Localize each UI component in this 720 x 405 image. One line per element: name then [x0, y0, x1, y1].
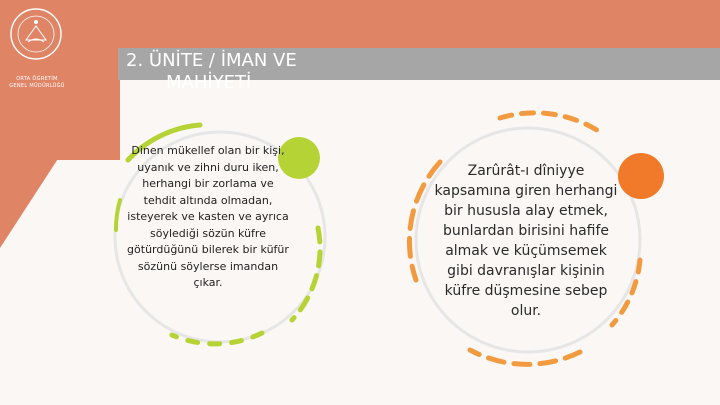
logo-label-line1: ORTA ÖĞRETİM — [16, 76, 58, 82]
right-ring-dot — [618, 153, 664, 199]
page-title-line1: 2. ÜNİTE / İMAN VE — [126, 50, 297, 71]
left-ring-arc-left — [116, 200, 120, 230]
right-card-text: Zarûrât-ı dîniyye kapsamına giren herhangi bir hususla alay etmek, bunlardan birisini hafife almak ve küçümsemek gibi davranışlar kişinin küfre düşmesine sebep olur. — [434, 163, 618, 319]
logo-label-line2: GENEL MÜDÜRLÜĞÜ — [9, 83, 65, 89]
left-ring-arc-right — [292, 228, 320, 320]
left-card-text: Dinen mükellef olan bir kişi, uyanık ve zihni duru iken, herhangi bir zorlama ve tehdit altında olmadan, isteyerek ve kasten ve ayrıca söylediği sözün küfre götürdüğünü bilerek bir küfür sözünü söylerse imandan çıkar. — [127, 144, 289, 289]
page-title-line2: MAHİYETİ — [166, 72, 252, 93]
